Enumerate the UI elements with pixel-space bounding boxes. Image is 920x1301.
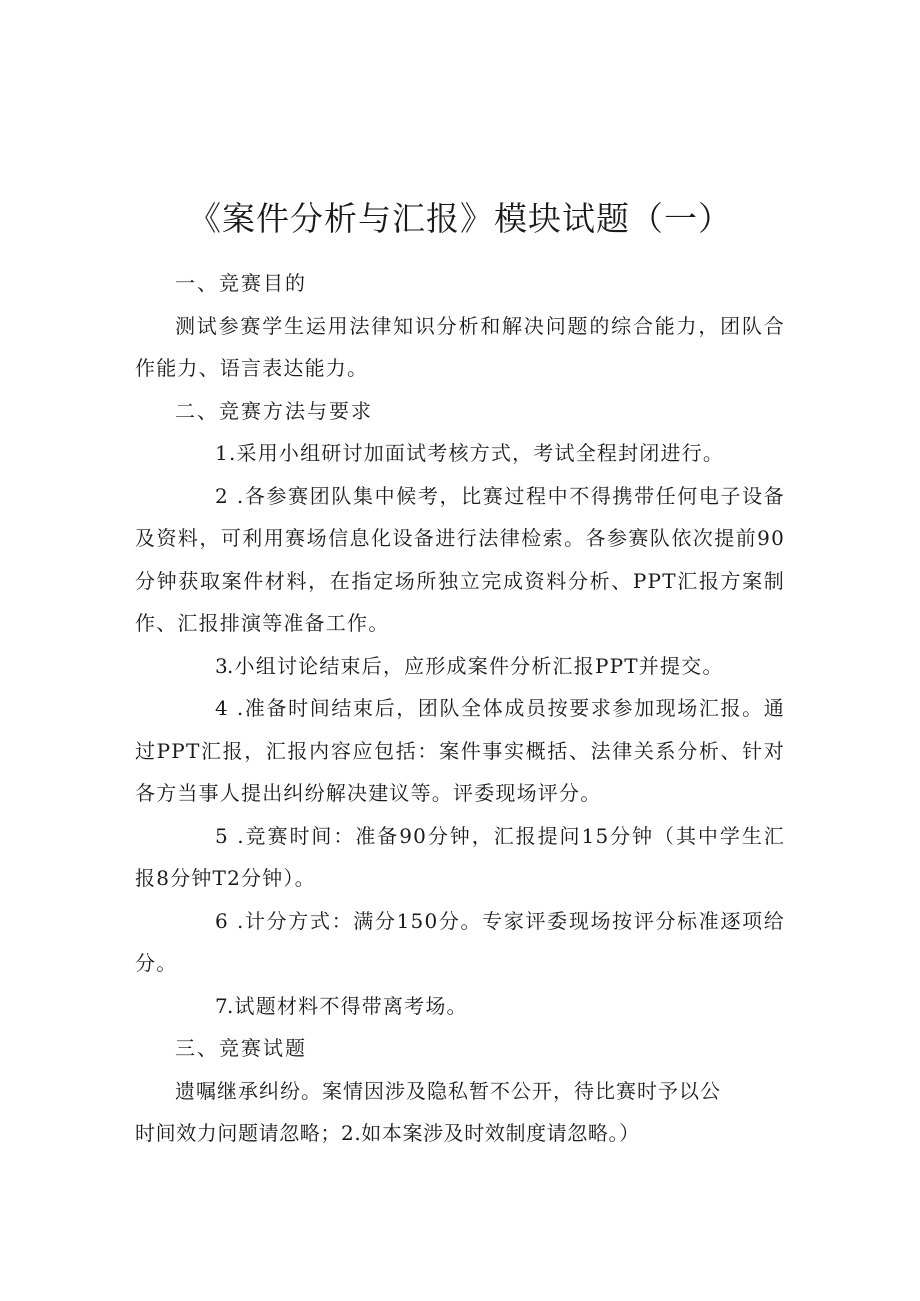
list-item-2: [135, 475, 785, 645]
list-item-text: .试题材料不得带离考场。: [227, 993, 468, 1018]
list-item-number: 2: [215, 483, 229, 508]
list-item-5: [135, 815, 785, 900]
paragraph-case-notes: 时间效力问题请忽略；2.如本案涉及时效制度请忽略。）: [135, 1121, 640, 1145]
list-item-4: [135, 687, 785, 815]
paragraph-case-intro: 遗嘱继承纠纷。案情因涉及隐私暂不公开，待比赛时予以公: [175, 1078, 721, 1103]
list-item-number: 3: [215, 653, 229, 678]
list-item-text: .采用小组研讨加面试考核方式，考试全程封闭进行。: [228, 441, 725, 465]
list-item-number: 4: [215, 696, 229, 720]
list-item-text: .小组讨论结束后，应形成案件分析汇报PPT并提交。: [227, 653, 724, 678]
section-heading-method: 二、竞赛方法与要求: [175, 398, 373, 423]
list-item-text: .准备时间结束后，团队全体成员按要求参加现场汇报。通过PPT汇报，汇报内容应包括：案件事实概括、法律关系分析、针对各方当事人提出纠纷解决建议等。评委现场评分。: [135, 696, 785, 805]
list-item-number: 1: [215, 441, 229, 465]
paragraph-purpose: 测试参赛学生运用法律知识分析和解决问题的综合能力，团队合作能力、语言表达能力。: [135, 313, 785, 380]
list-item-number: 7: [215, 993, 229, 1018]
list-item-7: [135, 985, 785, 1028]
list-item-text: .竞赛时间：准备90分钟，汇报提问15分钟（其中学生汇报8分钟T2分钟）。: [135, 823, 785, 890]
list-item-3: [135, 645, 785, 688]
document-body: [135, 262, 785, 1155]
list-item-1: [135, 432, 785, 475]
list-item-text: .计分方式：满分150分。专家评委现场按评分标准逐项给分。: [135, 908, 785, 975]
document-title: 《案件分析与汇报》模块试题（一）: [188, 199, 732, 238]
list-item-text: .各参赛团队集中候考，比赛过程中不得携带任何电子设备及资料，可利用赛场信息化设备进行法律检索。各参赛队依次提前90分钟获取案件材料，在指定场所独立完成资料分析、PPT汇报方案制作、汇报排演等准备工作。: [135, 483, 785, 635]
list-item-number: 6: [215, 908, 229, 933]
section-heading-purpose: 一、竞赛目的: [175, 271, 307, 295]
section-heading-questions: 三、竞赛试题: [175, 1036, 307, 1060]
list-item-number: 5: [215, 823, 229, 848]
list-item-6: [135, 900, 785, 985]
